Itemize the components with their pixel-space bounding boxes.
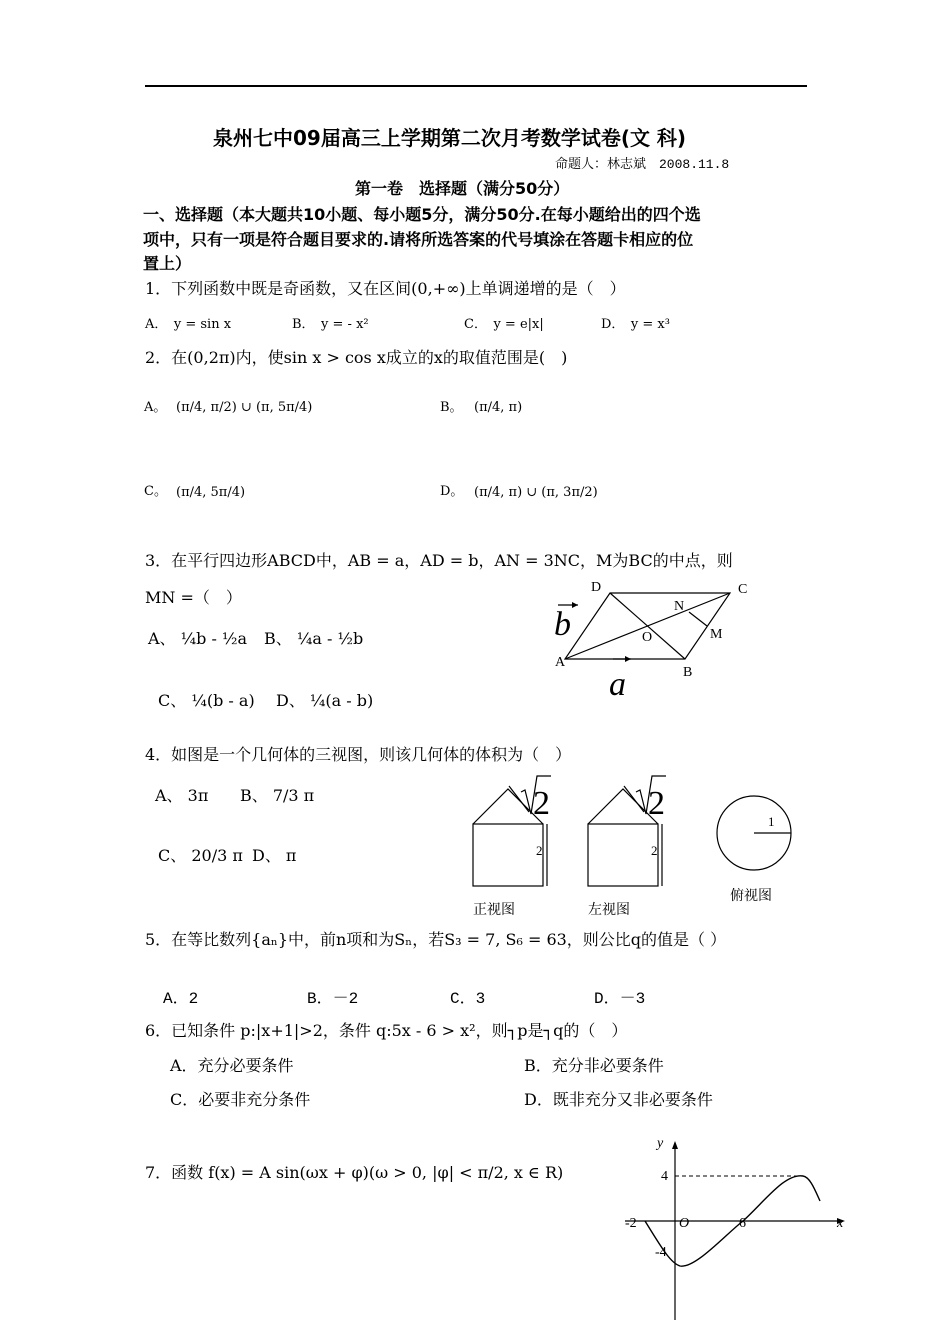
author-line: 命题人：林志斌 2008.11.8 [555,157,730,172]
q7-sine-graph [615,1135,850,1325]
vector-b-head [572,602,578,608]
label-c: C [738,582,748,597]
label-m: M [710,627,723,642]
q4-option-a: A、 3π [155,786,209,805]
y-axis-label: y [657,1136,664,1151]
front-view-box [473,824,543,886]
q1-option-c: C． y = e|x| [464,317,544,332]
front-sqrt-two: 2 [533,785,550,822]
label-b: B [683,665,693,680]
part-heading: 第一卷 选择题（满分50分） [355,179,570,198]
section-intro-1: 一、选择题（本大题共10小题、每小题5分，满分50分.在每小题给出的四个选 [143,205,701,224]
q3-option-a: A、 ¼b - ½a [148,629,248,648]
q6-option-a: A．充分必要条件 [170,1056,294,1075]
q4-stem: 4．如图是一个几何体的三视图，则该几何体的体积为（ ） [145,745,572,764]
origin-label: O [679,1216,690,1231]
q2-label-b: B。 [440,400,463,415]
q5-option-d: D．－3 [594,990,646,1008]
q5-option-c: C．3 [450,990,486,1008]
parallelogram-figure [545,575,760,705]
tick-4: 4 [661,1169,668,1184]
q3-stem: 3．在平行四边形ABCD中，AB = a，AD = b，AN = 3NC，M为BC的中点，则 [145,551,733,570]
segment-nm [689,612,707,626]
q3-option-c: C、 ¼(b - a) [158,691,255,710]
q5-option-a: A．2 [163,990,199,1008]
side-view-label: 左视图 [588,903,630,918]
front-view-label: 正视图 [473,903,515,918]
q4-option-b: B、 7/3 π [240,786,315,805]
q2-option-a: (π/4, π/2) ∪ (π, 5π/4) [176,400,313,415]
q6-stem: 6．已知条件 p:|x+1|>2，条件 q:5x - 6 > x²，则┐p是┐q的（ ） [145,1021,628,1040]
vector-a-head [625,656,631,662]
q1-option-b: B． y = - x² [292,317,369,332]
q2-stem: 2．在(0,2π)内，使sin x > cos x成立的x的取值范围是( ) [145,348,568,367]
q6-option-b: B．充分非必要条件 [524,1056,664,1075]
side-view-box [588,824,658,886]
exam-title: 泉州七中09届高三上学期第二次月考数学试卷(文 科) [213,126,687,150]
q5-stem: 5．在等比数列{aₙ}中，前n项和为Sₙ，若S₃ = 7, S₆ = 63，则公比q的值是（ ） [145,930,727,949]
label-a: A [555,655,566,670]
label-o: O [642,630,653,645]
q7-stem: 7．函数 f(x) = A sin(ωx + φ)(ω > 0, |φ| < π/2, x ∈ R) [145,1163,564,1182]
vector-a-label: a [609,666,626,703]
q2-label-c: C。 [144,484,167,499]
x-axis-label: x [837,1216,844,1231]
top-view-label: 俯视图 [730,889,772,904]
q6-option-c: C．必要非充分条件 [170,1090,311,1109]
front-sqrt-arrow [509,786,529,812]
top-rule [145,85,807,87]
radius-label: 1 [768,814,775,829]
tick-neg4: -4 [655,1245,667,1260]
q2-label-d: D。 [440,484,464,499]
q4-option-c: C、 20/3 π [158,846,243,865]
section-intro-2: 项中，只有一项是符合题目要求的.请将所选答案的代号填涂在答题卡相应的位 [143,230,694,249]
q1-option-a: A． y = sin x [145,317,232,332]
q5-option-b: B．－2 [307,990,359,1008]
label-d: D [591,580,602,595]
three-view-figure [465,770,805,920]
y-axis-arrow [672,1141,678,1149]
q1-stem: 1．下列函数中既是奇函数，又在区间(0,+∞)上单调递增的是（ ） [145,279,626,298]
q1-option-d: D． y = x³ [601,317,670,332]
q3-stem-2: MN =（ ） [145,588,242,607]
tick-6: 6 [739,1216,746,1231]
vector-b-label: b [554,606,571,643]
front-height-label: 2 [536,843,543,858]
q2-option-d: (π/4, π) ∪ (π, 3π/2) [474,485,598,500]
q2-option-c: (π/4, 5π/4) [176,485,246,500]
section-intro-3: 置上） [143,254,192,273]
q4-option-d: D、 π [252,846,297,865]
label-n: N [674,599,685,614]
q2-label-a: A。 [144,400,167,415]
q3-option-b: B、 ¼a - ½b [264,629,364,648]
side-height-label: 2 [651,843,658,858]
q2-option-b: (π/4, π) [474,400,523,415]
q6-option-d: D．既非充分又非必要条件 [524,1090,713,1109]
q3-option-d: D、 ¼(a - b) [276,691,374,710]
tick-neg2: -2 [625,1216,637,1231]
side-sqrt-two: 2 [648,785,665,822]
side-sqrt-arrow [624,786,644,812]
